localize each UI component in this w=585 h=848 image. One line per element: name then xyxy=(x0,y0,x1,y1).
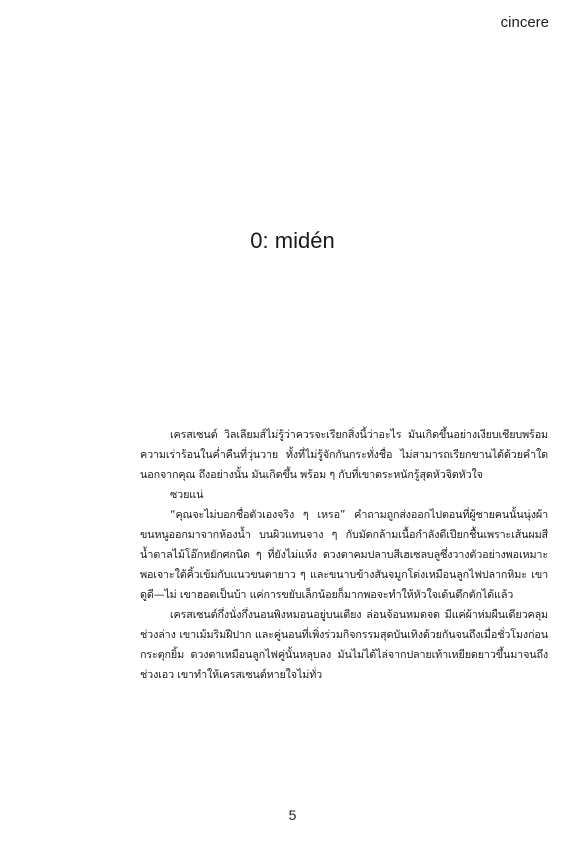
page-number: 5 xyxy=(288,807,297,823)
paragraph: เครสเซนต์ วิลเลียมส์ไม่รู้ว่าควรจะเรียกสิ่งนี้ว่าอะไร มันเกิดขึ้นอย่างเงียบเชียบพร้อมความเร่าร้อนในค่ำคืนที่วุ่นวาย ทั้งที่ไม่รู้จักกันกระทั่งชื่อ ไม่สามารถเรียกขานได้ด้วยคำใดนอกจากคุณ ถึงอย่างนั้น มันเกิดขึ้น พร้อม ๆ กับที่เขาตระหนักรู้สุดหัวจิตหัวใจ xyxy=(140,428,548,481)
paragraph: ซวยแน่ xyxy=(170,488,204,501)
running-header: cincere xyxy=(500,14,549,31)
paragraph: เครสเซนต์กึ่งนั่งกึ่งนอนพิงหมอนอยู่บนเตียง ล่อนจ้อนหมดจด มีแค่ผ้าห่มผืนเดียวคลุมช่วงล่าง เขาเม้มริมฝีปาก และคู่นอนที่เพิ่งร่วมกิจกรรมสุดบันเทิงด้วยกันจนถึงเมื่อชั่วโมงก่อนกระตุกยิ้ม ดวงตาเหมือนลูกไฟคู่นั้นหลุบลง มันไม่ได้ไล่จากปลายเท้าเหยียดยาวขึ้นมาจนถึงช่วงเอว เขาทำให้เครสเซนต์หายใจไม่ทั่ว xyxy=(140,608,548,681)
body-text xyxy=(140,425,548,685)
chapter-title: 0: midén xyxy=(250,228,335,253)
paragraph: “คุณจะไม่บอกชื่อตัวเองจริง ๆ เหรอ” คำถามถูกส่งออกไปตอนที่ผู้ชายคนนั้นนุ่งผ้าขนหนูออกมาจากห้องน้ำ บนผิวแทนจาง ๆ กับมัดกล้ามเนื้อกำลังดีเปียกชื้นเพราะเส้นผมสีน้ำตาลไม้โอ๊กหยักศกนิด ๆ ที่ยังไม่แห้ง ดวงตาคมปลาบสีเฮเซลบลูซึ่งวางตัวอย่างพอเหมาะพอเจาะใต้คิ้วเข้มกับแนวขนตายาว ๆ และขนาบข้างสันจมูกโด่งเหมือนลูกไฟปลากหิมะ เขาดูดี—ไม่ เขาฮอตเป็นบ้า แค่การขยับเล็กน้อยก็มากพอจะทำให้หัวใจเต้นตึกตักได้แล้ว xyxy=(140,508,548,601)
